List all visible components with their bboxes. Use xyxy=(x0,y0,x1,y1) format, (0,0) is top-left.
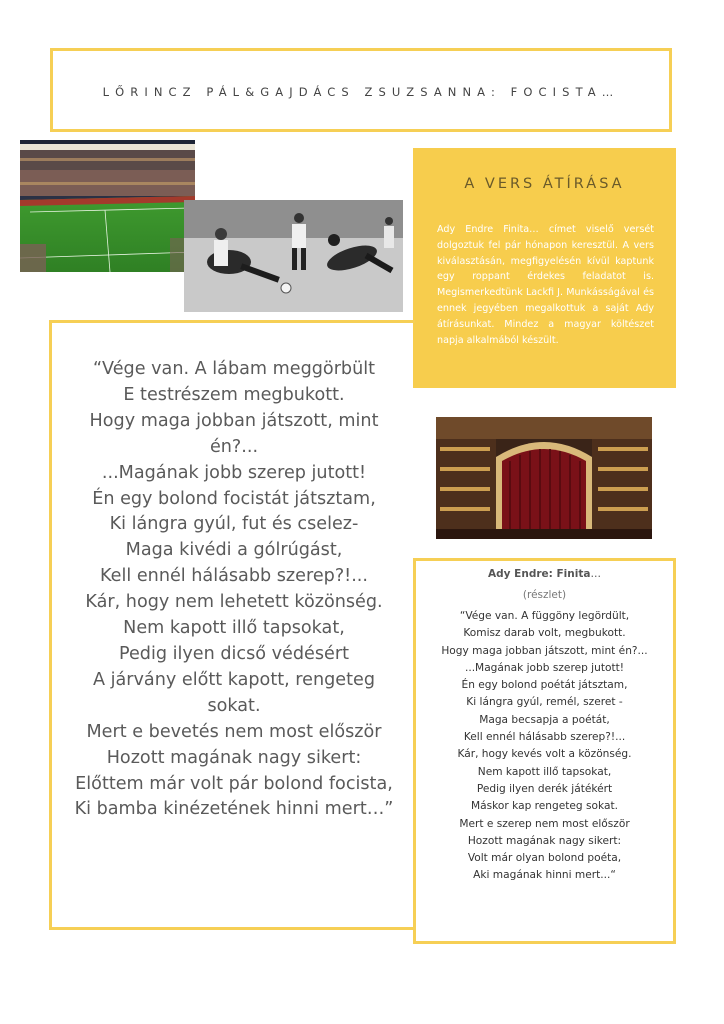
original-poem-line: Volt már olyan bolond poéta, xyxy=(467,852,622,865)
original-poem-title xyxy=(416,568,673,580)
original-poem-line: Hozott magának nagy sikert: xyxy=(467,834,622,847)
poem-line: Maga kivédi a gólrúgást, xyxy=(125,540,343,561)
intro-text: Ady Endre Finita… címet viselő versét dolgoztuk fel pár hónapon keresztül. A vers kiválasztásán, megfigyelésén kívül kaptunk egy roppant érdekes feladatot is. Megismerkedtünk Lackfi J. Munkásságával és ennek jegyében megalkottuk a saját Ady átírásunkat. Mindez a magyar költészet napja alkalmából készült. xyxy=(437,224,654,346)
original-poem-line: Pedig ilyen derék játékért xyxy=(476,782,613,795)
poem-line: Ki bamba kinézetének hinni mert…” xyxy=(74,799,394,820)
poem-line: Hozott magának nagy sikert: xyxy=(106,747,362,768)
football-match-photo xyxy=(184,200,403,312)
original-poem-title-ellipsis: … xyxy=(590,568,601,580)
poem-line: Mert e bevetés nem most először xyxy=(86,721,382,742)
original-poem-author: Ady Endre: xyxy=(488,568,557,580)
original-poem-line: “Vége van. A függöny legördült, xyxy=(459,610,630,622)
original-poem-line: Kár, hogy kevés volt a közönség. xyxy=(457,748,632,761)
poem-line: Kár, hogy nem lehetett közönség. xyxy=(85,592,383,613)
original-poem-line: ...Magának jobb szerep jutott! xyxy=(464,661,625,674)
poem-line: Előttem már volt pár bolond focista, xyxy=(75,773,393,794)
poem-line: A járvány előtt kapott, rengeteg sokat. xyxy=(92,669,376,716)
poem-line: E testrészem megbukott. xyxy=(123,384,345,405)
poem-line: Kell ennél hálásabb szerep?!... xyxy=(100,566,368,587)
original-poem-line: Kell ennél hálásabb szerep?!... xyxy=(463,731,626,744)
title-box xyxy=(50,48,672,132)
poem-line: Ki lángra gyúl, fut és cselez- xyxy=(109,514,359,535)
original-poem-line: Komisz darab volt, megbukott. xyxy=(463,627,626,640)
original-poem-panel xyxy=(413,558,676,944)
poem-line: Pedig ilyen dicső védésért xyxy=(119,643,349,664)
original-poem-work: Finita xyxy=(556,568,591,580)
theater-photo xyxy=(436,417,652,539)
original-poem-line: Hogy maga jobban játszott, mint én?... xyxy=(441,644,648,657)
poem-line: “Vége van. A lábam meggörbült xyxy=(92,359,376,379)
intro-panel xyxy=(413,148,676,388)
original-poem-line: Én egy bolond poétát játsztam, xyxy=(461,679,628,692)
original-poem-line: Mert e szerep nem most először xyxy=(459,817,630,830)
poem-line: ...Magának jobb szerep jutott! xyxy=(101,462,367,483)
poem-line: Én egy bolond focistát játsztam, xyxy=(92,488,376,509)
stadium-photo xyxy=(20,140,195,272)
poem-line: Nem kapott illő tapsokat, xyxy=(123,618,345,639)
poem-panel xyxy=(49,320,415,930)
original-poem-line: Máskor kap rengeteg sokat. xyxy=(471,800,618,813)
poem-text xyxy=(74,357,394,823)
original-poem-text xyxy=(430,608,659,885)
original-poem-line: Aki magának hinni mert...“ xyxy=(473,869,616,882)
poem-line: Hogy maga jobban játszott, mint én?... xyxy=(89,410,379,457)
original-poem-line: Maga becsapja a poétát, xyxy=(479,713,610,726)
intro-heading: A VERS ÁTÍRÁSA xyxy=(464,176,625,192)
page-title: LŐRINCZ PÁL&GAJDÁCS ZSUZSANNA: FOCISTA… xyxy=(102,85,620,99)
original-poem-line: Ki lángra gyúl, remél, szeret - xyxy=(466,696,623,709)
original-poem-subtitle: (részlet) xyxy=(522,589,567,601)
original-poem-line: Nem kapott illő tapsokat, xyxy=(477,765,612,778)
